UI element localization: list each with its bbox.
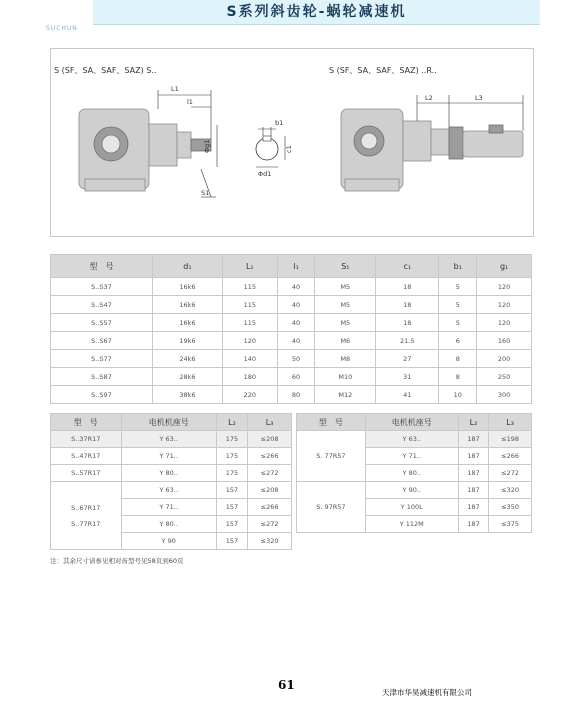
page-title: S系列斜齿轮-蜗轮减速机 (226, 4, 407, 20)
table-cell: M6 (315, 332, 376, 350)
col-header: d₁ (152, 255, 222, 278)
table-cell: M8 (315, 350, 376, 368)
table-row (51, 482, 292, 499)
table-cell: ≤266 (248, 448, 292, 465)
drawing-label-right: S (SF、SA、SAF、SAZ) ..R.. (329, 66, 437, 75)
table-cell: 50 (277, 350, 315, 368)
col-header: L₂ (216, 414, 247, 431)
table-row (51, 431, 292, 448)
table-cell: ≤272 (489, 465, 532, 482)
table-cell-empty (365, 533, 458, 550)
table-cell: 175 (216, 431, 247, 448)
drawing-figure (50, 48, 534, 237)
col-header: c₁ (376, 255, 439, 278)
table-cell: S..57R17 (51, 465, 122, 482)
col-header: b₁ (439, 255, 477, 278)
table-cell: 157 (216, 533, 247, 550)
table-row (297, 533, 532, 550)
col-header: 电机机座号 (121, 414, 216, 431)
table-cell: M12 (315, 386, 376, 404)
table-cell: 187 (458, 482, 488, 499)
motor-table-right (296, 413, 532, 549)
table-cell: ≤272 (248, 465, 292, 482)
table-cell: 157 (216, 482, 247, 499)
table-cell: 115 (222, 278, 277, 296)
gearbox-left-drawing (79, 109, 211, 191)
col-header: g₁ (477, 255, 532, 278)
table-row (51, 332, 532, 350)
col-header: 电机机座号 (365, 414, 458, 431)
table-cell: 187 (458, 516, 488, 533)
table-cell: Y 80.. (121, 465, 216, 482)
dimension-table (50, 254, 532, 404)
col-header: 型 号 (51, 414, 122, 431)
table-cell: 200 (477, 350, 532, 368)
table-cell: 120 (477, 296, 532, 314)
table-cell: 175 (216, 448, 247, 465)
table-cell: 40 (277, 296, 315, 314)
table-cell: 160 (477, 332, 532, 350)
dim-L2: L2 (425, 94, 433, 102)
table-header-row (297, 414, 532, 431)
table-cell: 6 (439, 332, 477, 350)
table-row (51, 386, 532, 404)
table-cell: 250 (477, 368, 532, 386)
table-cell: ≤320 (248, 533, 292, 550)
dim-b1: b1 (275, 119, 284, 127)
table-cell: ≤198 (489, 431, 532, 448)
table-row (51, 368, 532, 386)
table-row (297, 482, 532, 499)
table-cell: 41 (376, 386, 439, 404)
table-cell: 28k6 (152, 368, 222, 386)
drawing-label-left: S (SF、SA、SAF、SAZ) S.. (54, 66, 157, 75)
table-cell: Y 90.. (365, 482, 458, 499)
col-header: L₃ (489, 414, 532, 431)
table-cell: ≤208 (248, 482, 292, 499)
table-cell: 220 (222, 386, 277, 404)
table-cell: ≤375 (489, 516, 532, 533)
dim-d1: Φd1 (258, 170, 272, 178)
table-cell: 80 (277, 386, 315, 404)
table-cell: 40 (277, 332, 315, 350)
tagline: SUCHUN (46, 25, 78, 32)
dim-L1: L1 (171, 85, 179, 93)
table-cell: 187 (458, 431, 488, 448)
table-cell: 21.5 (376, 332, 439, 350)
table-cell: ≤266 (248, 499, 292, 516)
table-cell: Y 90 (121, 533, 216, 550)
dim-l1: l1 (187, 98, 193, 106)
table-cell: 157 (216, 499, 247, 516)
table-cell-empty (458, 533, 488, 550)
table-cell: 40 (277, 314, 315, 332)
table-cell: ≤208 (248, 431, 292, 448)
col-header: L₁ (222, 255, 277, 278)
table-cell: 38k6 (152, 386, 222, 404)
table-cell: Y 100L (365, 499, 458, 516)
title-banner (93, 0, 540, 25)
table-cell: Y 63.. (365, 431, 458, 448)
table-cell: Y 80.. (365, 465, 458, 482)
table-row (51, 296, 532, 314)
table-cell: 18 (376, 278, 439, 296)
table-cell: S..S37 (51, 278, 153, 296)
table-cell: S..S47 (51, 296, 153, 314)
table-row (51, 448, 292, 465)
table-cell: 120 (477, 278, 532, 296)
table-cell: Y 71.. (365, 448, 458, 465)
table-cell: 60 (277, 368, 315, 386)
table-cell: 18 (376, 296, 439, 314)
table-cell: 8 (439, 350, 477, 368)
table-cell: 27 (376, 350, 439, 368)
table-cell: M5 (315, 314, 376, 332)
table-cell: Y 63.. (121, 431, 216, 448)
table-cell: M10 (315, 368, 376, 386)
table-cell: S..S57 (51, 314, 153, 332)
dim-g1: Φg1 (203, 139, 211, 153)
table-cell: S..S87 (51, 368, 153, 386)
table-cell: ≤320 (489, 482, 532, 499)
dim-S1: S1 (201, 189, 210, 197)
table-cell-group-model (51, 482, 122, 550)
col-header: 型 号 (51, 255, 153, 278)
table-cell: M5 (315, 296, 376, 314)
table-cell: 175 (216, 465, 247, 482)
table-cell-group-model: S. 97R57 (297, 482, 366, 533)
table-cell: 18 (376, 314, 439, 332)
table-cell: S..S97 (51, 386, 153, 404)
table-cell: 8 (439, 368, 477, 386)
table-cell: 16k6 (152, 314, 222, 332)
col-header: L₃ (248, 414, 292, 431)
table-cell: Y 71.. (121, 499, 216, 516)
company-name: 天津市华昊减速机有限公司 (382, 688, 472, 697)
col-header: 型 号 (297, 414, 366, 431)
table-cell: 180 (222, 368, 277, 386)
table-cell: 120 (477, 314, 532, 332)
table-cell: S..S77 (51, 350, 153, 368)
table-cell: Y 112M (365, 516, 458, 533)
table-row (297, 431, 532, 448)
table-cell: 300 (477, 386, 532, 404)
table-cell: 10 (439, 386, 477, 404)
table-cell: S..47R17 (51, 448, 122, 465)
table-cell: ≤350 (489, 499, 532, 516)
table-cell: 16k6 (152, 296, 222, 314)
table-cell: 140 (222, 350, 277, 368)
table-cell: 5 (439, 296, 477, 314)
table-cell: 24k6 (152, 350, 222, 368)
table-cell: ≤272 (248, 516, 292, 533)
table-header-row (51, 414, 292, 431)
dim-L3: L3 (475, 94, 483, 102)
table-cell: 5 (439, 314, 477, 332)
gearbox-motor-right-drawing (341, 109, 523, 191)
col-header: L₂ (458, 414, 488, 431)
table-header-row (51, 255, 532, 278)
page-number: 61 (278, 678, 295, 692)
table-cell: Y 80.. (121, 516, 216, 533)
table-row (51, 314, 532, 332)
table-cell: 115 (222, 296, 277, 314)
table-cell: 16k6 (152, 278, 222, 296)
table-cell: M5 (315, 278, 376, 296)
table-cell: 187 (458, 499, 488, 516)
table-row (51, 465, 292, 482)
table-cell: 31 (376, 368, 439, 386)
table-cell: 157 (216, 516, 247, 533)
shaft-section-drawing (256, 119, 293, 178)
table-cell: 5 (439, 278, 477, 296)
col-header: S₁ (315, 255, 376, 278)
col-header: l₁ (277, 255, 315, 278)
table-cell-empty (489, 533, 532, 550)
table-cell-empty (297, 533, 366, 550)
dim-c1: c1 (285, 145, 293, 153)
table-cell: 115 (222, 314, 277, 332)
table-cell: 19k6 (152, 332, 222, 350)
table-cell: Y 71.. (121, 448, 216, 465)
table-row (51, 350, 532, 368)
table-cell-group-model: S. 77R57 (297, 431, 366, 482)
group-model-label: S..67R17 (71, 503, 101, 512)
technical-drawing (51, 49, 533, 236)
table-cell: ≤266 (489, 448, 532, 465)
table-cell: S..37R17 (51, 431, 122, 448)
table-cell: S..S67 (51, 332, 153, 350)
table-cell: 40 (277, 278, 315, 296)
table-cell: Y 63.. (121, 482, 216, 499)
table-row (51, 278, 532, 296)
group-model-label: S..77R17 (71, 519, 101, 528)
table-cell: 187 (458, 465, 488, 482)
footnote: 注：其余尺寸请参见相对齿型号见58页到60页 (50, 557, 184, 565)
table-cell: 187 (458, 448, 488, 465)
motor-table-left (50, 413, 292, 550)
table-cell: 120 (222, 332, 277, 350)
